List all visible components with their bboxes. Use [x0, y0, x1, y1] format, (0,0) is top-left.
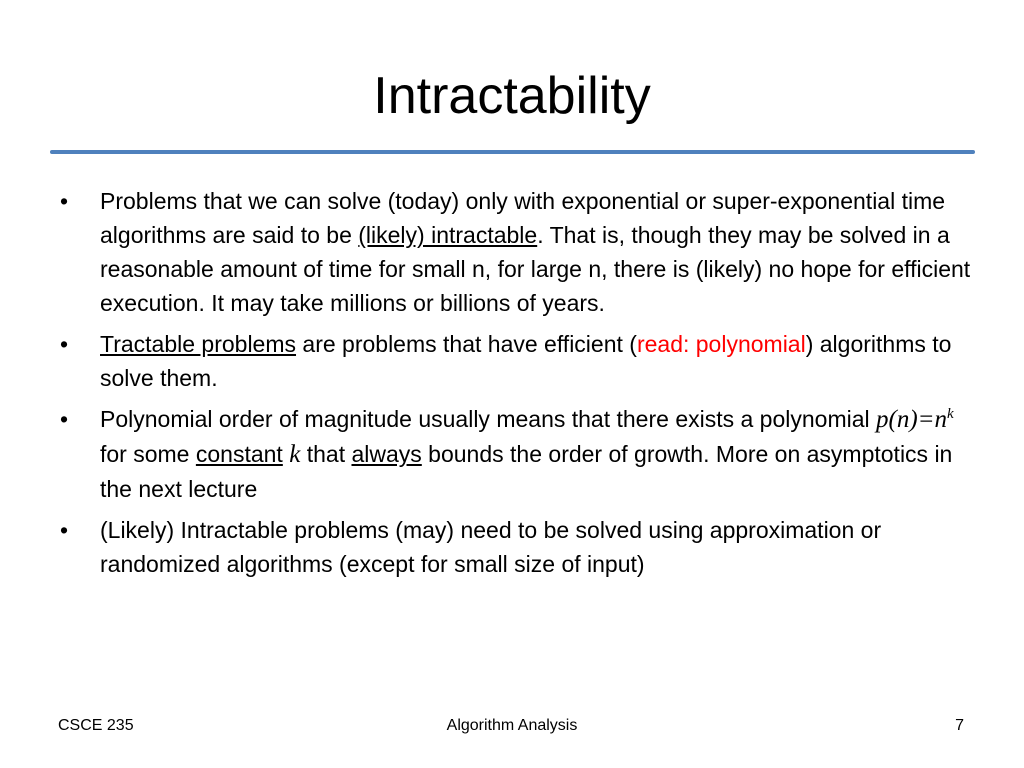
bullet-item	[56, 327, 976, 395]
underlined-term-tractable-problems: Tractable problems	[100, 331, 297, 357]
title-divider	[50, 150, 975, 154]
math-variable-k: k	[289, 441, 301, 468]
footer-topic: Algorithm Analysis	[446, 717, 578, 734]
bullet-text: Problems that we can solve (today) only with exponential or super-exponential time algorithms are said to be	[100, 188, 946, 248]
bullet-item	[56, 513, 976, 581]
bullet-item	[56, 184, 976, 320]
bullet-text: (Likely) Intractable problems (may) need to be solved using approximation or randomized algorithms (except for small size of input)	[100, 517, 882, 577]
bullet-dot-icon: •	[60, 406, 69, 432]
bullet-dot-icon: •	[60, 517, 69, 543]
bullet-text: ) algorithms to solve them.	[100, 331, 952, 391]
underlined-term-constant: constant	[195, 441, 283, 467]
bullet-text: bounds the order of growth. More on asymptotics in the next lecture	[100, 441, 953, 502]
bullet-text: . That is, though they may be solved in a reasonable amount of time for small n, for large n, there is (likely) no hope for efficient execution. It may take millions or billions of years.	[100, 222, 971, 316]
footer-course: CSCE 235	[58, 717, 134, 734]
bullet-list	[56, 184, 976, 588]
underlined-term-likely-intractable: (likely) intractable	[358, 222, 538, 248]
highlight-read-polynomial: read: polynomial	[636, 331, 806, 357]
slide-title: Intractability	[373, 67, 651, 125]
footer-page-number: 7	[955, 717, 964, 734]
math-formula	[876, 406, 954, 433]
bullet-item	[56, 402, 976, 506]
bullet-text: are problems that have efficient (	[296, 331, 637, 357]
underlined-term-always: always	[351, 441, 422, 467]
bullet-dot-icon: •	[60, 188, 69, 214]
math-formula-exponent: k	[947, 406, 954, 422]
bullet-dot-icon: •	[60, 331, 69, 357]
bullet-text: that	[300, 441, 352, 467]
bullet-text: for some	[100, 441, 196, 467]
math-formula-base: p(n)=n	[876, 406, 948, 433]
bullet-text: Polynomial order of magnitude usually means that there exists a polynomial	[100, 406, 877, 432]
